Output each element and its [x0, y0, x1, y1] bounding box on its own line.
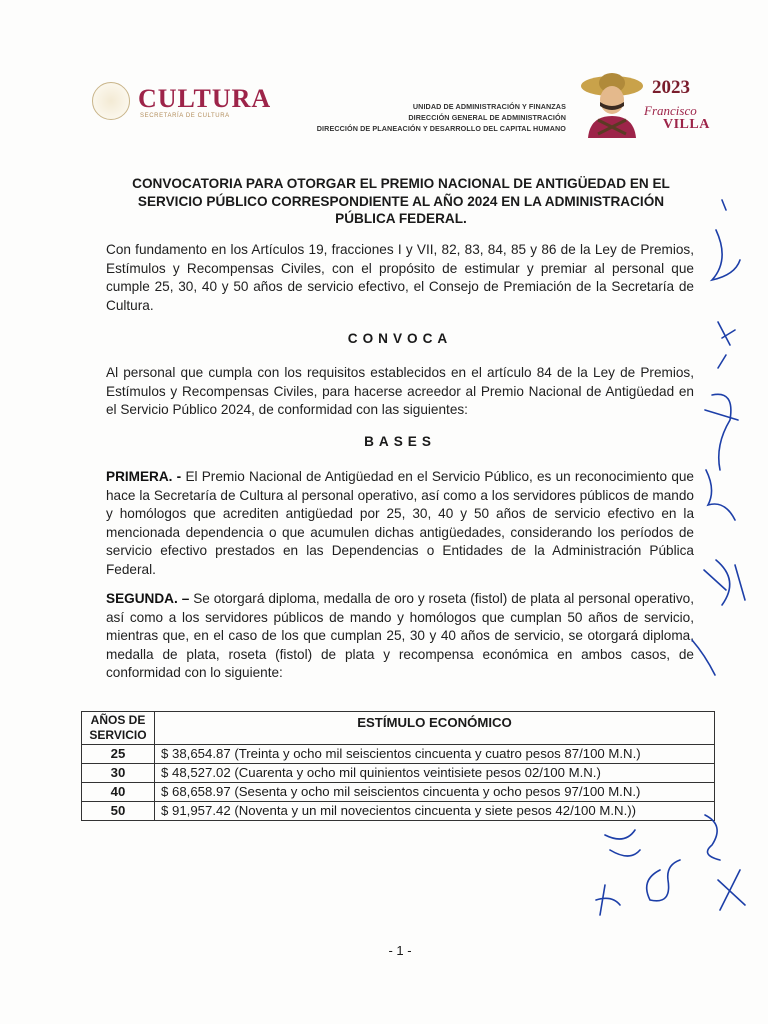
francisco-villa-logo — [580, 68, 715, 148]
years-cell: 30 — [82, 764, 155, 783]
signature-mark — [704, 560, 745, 605]
convoca-heading: CONVOCA — [347, 331, 453, 346]
signature-mark — [718, 870, 745, 910]
signature-mark — [596, 885, 620, 915]
cultura-logo — [92, 80, 282, 130]
signature-mark — [605, 830, 640, 856]
segunda-label: SEGUNDA. – — [106, 591, 190, 606]
table-row — [82, 783, 715, 802]
years-cell: 50 — [82, 802, 155, 821]
signature-mark — [712, 200, 740, 280]
unit-line: DIRECCIÓN GENERAL DE ADMINISTRACIÓN — [408, 113, 566, 122]
table-row — [82, 764, 715, 783]
primera-text: El Premio Nacional de Antigüedad en el Servicio Público, es un reconocimiento que hace la Secretaría de Cultura al personal operativo, así como a los servidores públicos de mando y homólogos que acrediten antigüedad por 25, 30, 40 y 50 años de servicio efectivo en la mencionada dependencia o que acumulen dichas antigüedades, considerando los períodos de servicio efectivo prestados en las Dependencias o Entidades de la Administración Pública Federal. — [106, 469, 694, 577]
year-text: 2023 — [652, 77, 690, 98]
signature-mark — [647, 860, 680, 901]
header-years: AÑOS DE SERVICIO — [82, 712, 155, 745]
name-last: VILLA — [663, 117, 710, 132]
page-number: - 1 - — [388, 943, 412, 958]
signature-mark — [705, 394, 738, 470]
table-row — [82, 745, 715, 764]
table-row — [82, 802, 715, 821]
table-header-row — [82, 712, 715, 745]
unit-line: UNIDAD DE ADMINISTRACIÓN Y FINANZAS — [412, 102, 566, 111]
convoca-paragraph: Al personal que cumpla con los requisitos establecidos en el artículo 84 de la Ley de Premios, Estímulos y Recompensas Civiles, para hacerse acreedor al Premio Nacional de Antigüedad en el Servicio Público 2024, de conformidad con las siguientes: — [106, 365, 694, 418]
amount-cell: $ 68,658.97 (Sesenta y ocho mil seiscientos cincuenta y ocho pesos 97/100 M.N.) — [155, 783, 715, 802]
logo-text: CULTURA — [138, 84, 272, 113]
signature-mark — [705, 815, 720, 860]
amount-cell: $ 48,527.02 (Cuarenta y ocho mil quinientos veintisiete pesos 02/100 M.N.) — [155, 764, 715, 783]
years-cell: 40 — [82, 783, 155, 802]
header-units — [317, 101, 566, 134]
logo-subtitle: SECRETARÍA DE CULTURA — [140, 113, 230, 119]
name-first: Francisco — [644, 103, 697, 118]
document-title: CONVOCATORIA PARA OTORGAR EL PREMIO NACIONAL DE ANTIGÜEDAD EN EL SERVICIO PÚBLICO CORRESPONDIENTE AL AÑO 2024 EN LA ADMINISTRACIÓN PÚBLICA FEDERAL. — [132, 176, 670, 226]
primera-paragraph — [106, 468, 694, 580]
years-cell: 25 — [82, 745, 155, 764]
bases-heading: BASES — [364, 434, 436, 449]
national-seal-icon — [92, 82, 130, 120]
stimulus-table — [81, 711, 715, 821]
intro-paragraph: Con fundamento en los Artículos 19, fracciones I y VII, 82, 83, 84, 85 y 86 de la Ley de Premios, Estímulos y Recompensas Civiles, con el propósito de estimular y premiar al personal que cumple 25, 30, 40 y 50 años de servicio efectivo, el Consejo de Premiación de la Secretaría de Cultura. — [106, 242, 694, 313]
signature-mark — [706, 470, 735, 520]
segunda-paragraph — [106, 590, 694, 683]
header-stimulus: ESTÍMULO ECONÓMICO — [155, 712, 715, 745]
portrait-icon — [580, 72, 644, 138]
primera-label: PRIMERA. - — [106, 469, 182, 484]
signature-mark — [692, 640, 715, 675]
amount-cell: $ 38,654.87 (Treinta y ocho mil seiscientos cincuenta y cuatro pesos 87/100 M.N.) — [155, 745, 715, 764]
amount-cell: $ 91,957.42 (Noventa y un mil novecientos cincuenta y siete pesos 42/100 M.N.)) — [155, 802, 715, 821]
unit-line: DIRECCIÓN DE PLANEACIÓN Y DESARROLLO DEL CAPITAL HUMANO — [316, 124, 566, 133]
segunda-text: Se otorgará diploma, medalla de oro y roseta (fistol) de plata al personal operativo, así como a los servidores públicos de mando y homólogos que cumplan 50 años de servicio, mientras que, en el caso de los que cumplan 25, 30 y 40 años de servicio, se otorgará diploma, medalla de plata, roseta (fistol) de plata y recompensa económica en ambos casos, de conformidad con lo siguiente: — [106, 591, 694, 681]
signature-mark — [718, 322, 735, 368]
